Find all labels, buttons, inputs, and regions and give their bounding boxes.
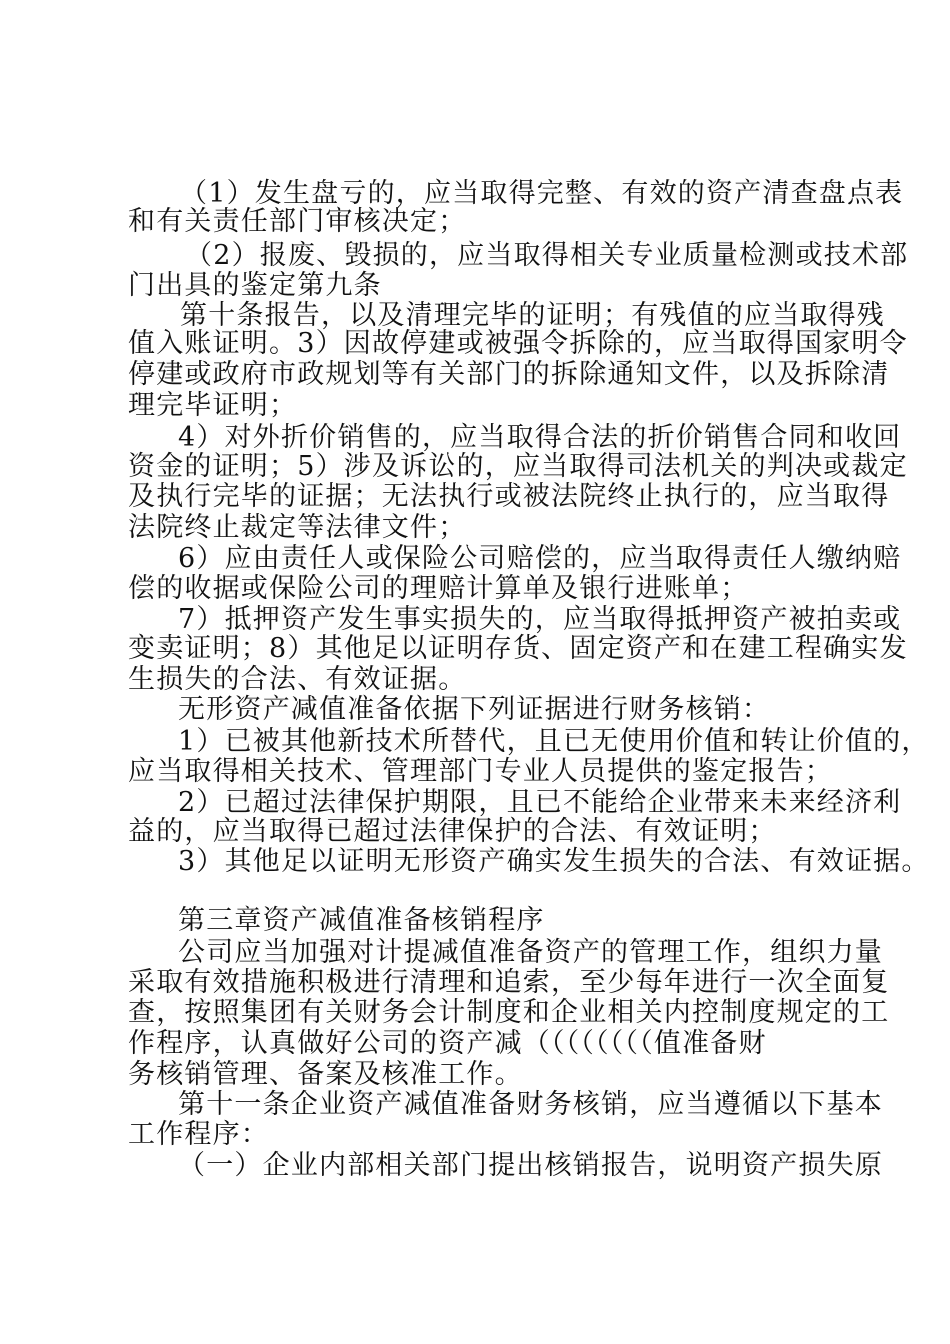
text-line: 值入账证明。3）因故停建或被强令拆除的，应当取得国家明令: [128, 328, 908, 359]
text-line: 及执行完毕的证据；无法执行或被法院终止执行的，应当取得: [128, 481, 890, 512]
section-heading: 第三章资产减值准备核销程序: [178, 905, 545, 936]
text-line: （一）企业内部相关部门提出核销报告，说明资产损失原: [178, 1150, 883, 1181]
text-line: 资金的证明；5）涉及诉讼的，应当取得司法机关的判决或裁定: [128, 451, 908, 482]
text-line: 变卖证明；8）其他足以证明存货、固定资产和在建工程确实发: [128, 633, 908, 664]
text-line: 7）抵押资产发生事实损失的，应当取得抵押资产被拍卖或: [178, 604, 902, 635]
text-line: （1）发生盘亏的，应当取得完整、有效的资产清查盘点表: [180, 178, 904, 209]
text-line: 4）对外折价销售的，应当取得合法的折价销售合同和收回: [178, 422, 902, 453]
text-line: 工作程序：: [128, 1119, 269, 1150]
text-line: 益的，应当取得已超过法律保护的合法、有效证明；: [128, 816, 777, 847]
text-line: 法院终止裁定等法律文件；: [128, 512, 467, 543]
text-line: 门出具的鉴定第九条: [128, 270, 382, 301]
text-line: 3）其他足以证明无形资产确实发生损失的合法、有效证据。: [178, 846, 930, 877]
text-line: 第十条报告，以及清理完毕的证明；有残值的应当取得残: [180, 300, 885, 331]
text-line: 公司应当加强对计提减值准备资产的管理工作，组织力量: [178, 937, 883, 968]
text-line: （2）报废、毁损的，应当取得相关专业质量检测或技术部: [185, 240, 909, 271]
text-line: 偿的收据或保险公司的理赔计算单及银行进账单；: [128, 573, 749, 604]
text-line: 和有关责任部门审核决定；: [128, 206, 467, 237]
text-line: 无形资产减值准备依据下列证据进行财务核销：: [178, 694, 771, 725]
text-line: 第十一条企业资产减值准备财务核销，应当遵循以下基本: [178, 1089, 883, 1120]
text-line: 生损失的合法、有效证据。: [128, 664, 467, 695]
text-line: 理完毕证明；: [128, 390, 298, 421]
text-line: 采取有效措施积极进行清理和追索，至少每年进行一次全面复: [128, 967, 890, 998]
text-line: 务核销管理、备案及核准工作。: [128, 1059, 523, 1090]
text-line: 停建或政府市政规划等有关部门的拆除通知文件，以及拆除清: [128, 359, 890, 390]
text-line: 6）应由责任人或保险公司赔偿的，应当取得责任人缴纳赔: [178, 543, 902, 574]
text-line: 查，按照集团有关财务会计制度和企业相关内控制度规定的工: [128, 997, 890, 1028]
text-line: 作程序，认真做好公司的资产减（（（（（（（（值准备财: [128, 1028, 767, 1059]
text-line: 2）已超过法律保护期限，且已不能给企业带来未来经济利: [178, 787, 902, 818]
text-line: 应当取得相关技术、管理部门专业人员提供的鉴定报告；: [128, 756, 833, 787]
text-line: 1）已被其他新技术所替代，且已无使用价值和转让价值的，: [178, 726, 930, 757]
